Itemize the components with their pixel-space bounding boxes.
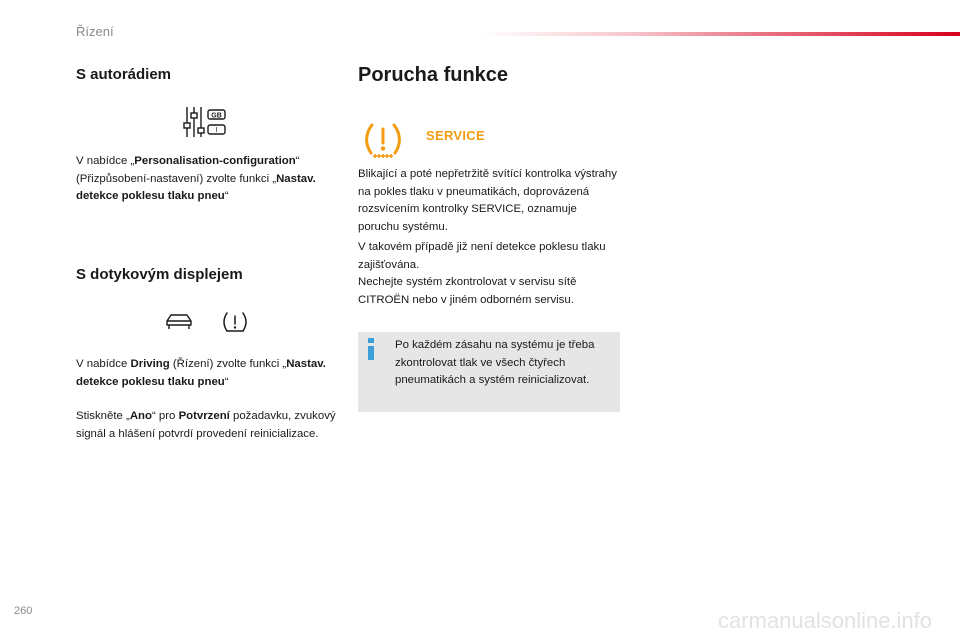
section-header-title: Řízení xyxy=(76,24,114,39)
page-number: 260 xyxy=(14,605,33,617)
badge-i: I xyxy=(215,127,218,135)
heading-malfunction: Porucha funkce xyxy=(358,64,509,86)
watermark: carmanualsonline.info xyxy=(718,608,933,633)
confirm-instructions: Stiskněte „Ano“ pro Potvrzení požadavku, zvukový signál a hlášení potvrdí provedení reinicializace. xyxy=(76,410,336,440)
radio-instructions: V nabídce „Personalisation-configuration“ (Přizpůsobení-nastavení) zvolte funkci „Nastav. detekce poklesu tlaku pneu“ xyxy=(76,155,316,202)
heading-with-touchscreen: S dotykovým displejem xyxy=(76,266,243,283)
consequence-line-1: V takovém případě již není detekce poklesu tlaku zajišťována. xyxy=(358,241,606,271)
car-icon xyxy=(164,312,194,332)
info-note-box xyxy=(358,332,620,412)
header-accent-bar xyxy=(480,32,960,36)
radio-settings-icon xyxy=(182,104,228,140)
info-icon xyxy=(367,338,375,360)
tyre-pressure-small-icon xyxy=(222,310,248,334)
tyre-pressure-warning-icon xyxy=(363,120,403,160)
touchscreen-instructions: V nabídce Driving (Řízení) zvolte funkci „Nastav. detekce poklesu tlaku pneu“ xyxy=(76,358,326,388)
malfunction-description: Blikající a poté nepřetržitě svítící kontrolka výstrahy na pokles tlaku v pneumatikách, doprovázená rozsvícením kontrolky SERVICE, oznamuje poruchu systému. xyxy=(358,168,617,233)
service-warning-label: SERVICE xyxy=(426,128,485,143)
heading-with-radio: S autorádiem xyxy=(76,66,172,83)
consequence-line-2: Nechejte systém zkontrolovat v servisu sítě CITROËN nebo v jiném odborném servisu. xyxy=(358,276,577,306)
badge-gb: GB xyxy=(211,112,222,120)
malfunction-consequence xyxy=(358,239,620,309)
info-note-text: Po každém zásahu na systému je třeba zkontrolovat tlak ve všech čtyřech pneumatikách a systém reinicializovat. xyxy=(395,339,595,386)
